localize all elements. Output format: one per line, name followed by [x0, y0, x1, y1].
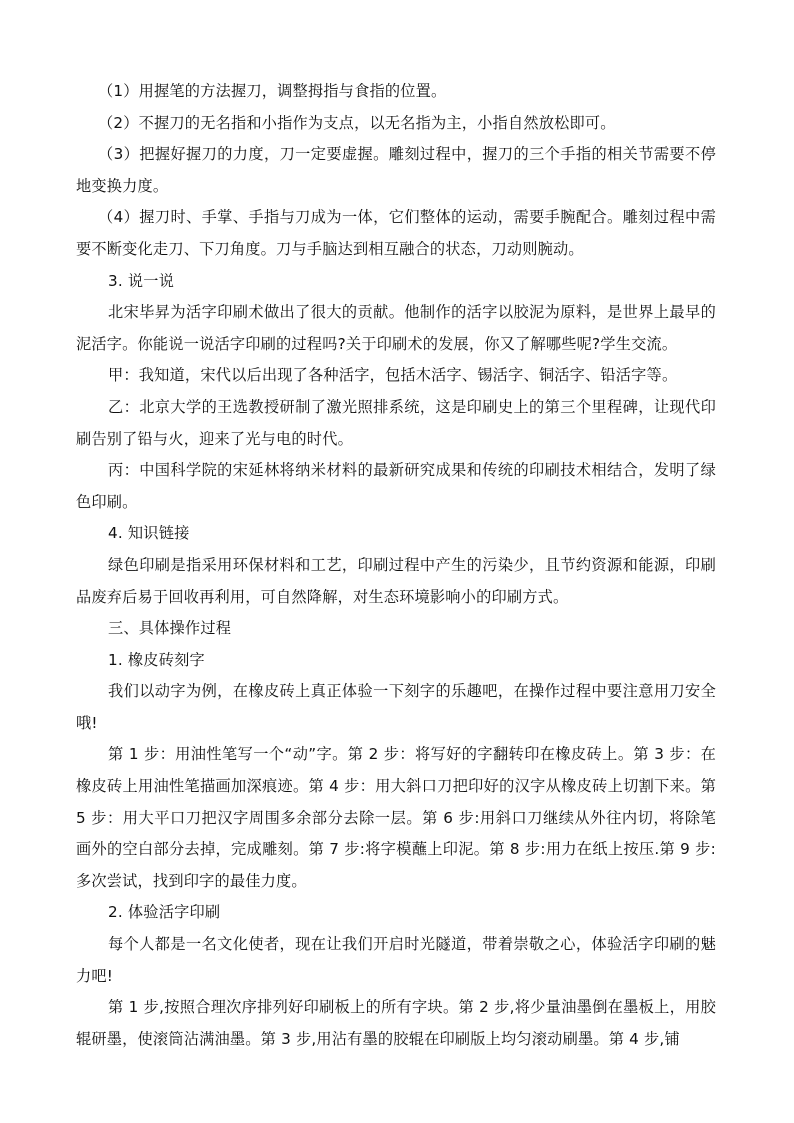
paragraph-eraser-intro: 我们以动字为例，在橡皮砖上真正体验一下刻字的乐趣吧，在操作过程中要注意用刀安全哦!	[76, 682, 716, 732]
step-list-item-3: （3）把握好握刀的力度，刀一定要虚握。雕刻过程中，握刀的三个手指的相关节需要不停地变换力度。	[76, 145, 716, 195]
section-heading-procedure: 三、具体操作过程	[108, 619, 232, 638]
paragraph-bi-sheng: 北宋毕昇为活字印刷术做出了很大的贡献。他制作的活字以胶泥为原料，是世界上最早的泥活字。你能说一说活字印刷的过程吗?关于印刷术的发展，你又了解哪些呢?学生交流。	[76, 303, 716, 353]
paragraph-eraser-steps: 第 1 步：用油性笔写一个“动”字。第 2 步：将写好的字翻转印在橡皮砖上。第 3 步：在橡皮砖上用油性笔描画加深痕迹。第 4 步：用大斜口刀把印好的汉字从橡皮砖上切割下来。第 5 步：用大平口刀把汉字周围多余部分去除一层。第 6 步:用斜口刀继续从外往内切，将除笔画外的空白部分去掉，完成雕刻。第 7 步:将字模蘸上印泥。第 8 步:用力在纸上按压.第 9 步:多次尝试，找到印字的最佳力度。	[76, 745, 716, 890]
paragraph-movable-type-steps: 第 1 步,按照合理次序排列好印刷板上的所有字块。第 2 步,将少量油墨倒在墨板上，用胶辊研墨，使滚筒沾满油墨。第 3 步,用沾有墨的胶辊在印刷版上均匀滚动刷墨。第 4 步,铺	[76, 998, 716, 1048]
section-heading-knowledge-link: 4. 知识链接	[108, 524, 190, 543]
section-heading-say: 3. 说一说	[108, 271, 175, 290]
dialogue-yi: 乙：北京大学的王选教授研制了激光照排系统，这是印刷史上的第三个里程碑，让现代印刷告别了铅与火，迎来了光与电的时代。	[76, 397, 716, 448]
dialogue-jia: 甲：我知道，宋代以后出现了各种活字，包括木活字、锡活字、铜活字、铅活字等。	[108, 366, 678, 385]
subheading-eraser-carving: 1. 橡皮砖刻字	[108, 650, 205, 669]
dialogue-bing: 丙：中国科学院的宋延林将纳米材料的最新研究成果和传统的印刷技术相结合，发明了绿色印刷。	[76, 461, 716, 511]
step-list-item-1: （1）用握笔的方法握刀，调整拇指与食指的位置。	[98, 82, 447, 100]
paragraph-green-printing: 绿色印刷是指采用环保材料和工艺，印刷过程中产生的污染少，且节约资源和能源，印刷品废弃后易于回收再利用，可自然降解，对生态环境影响小的印刷方式。	[76, 555, 716, 606]
paragraph-movable-type-intro: 每个人都是一名文化使者，现在让我们开启时光隧道，带着崇敬之心，体验活字印刷的魅力吧!	[76, 935, 716, 985]
subheading-movable-type: 2. 体验活字印刷	[108, 903, 221, 922]
document-body	[76, 76, 716, 1055]
step-list-item-4: （4）握刀时、手掌、手指与刀成为一体，它们整体的运动，需要手腕配合。雕刻过程中需要不断变化走刀、下刀角度。刀与手脑达到相互融合的状态，刀动则腕动。	[76, 208, 716, 258]
step-list-item-2: （2）不握刀的无名指和小指作为支点，以无名指为主，小指自然放松即可。	[98, 113, 616, 132]
